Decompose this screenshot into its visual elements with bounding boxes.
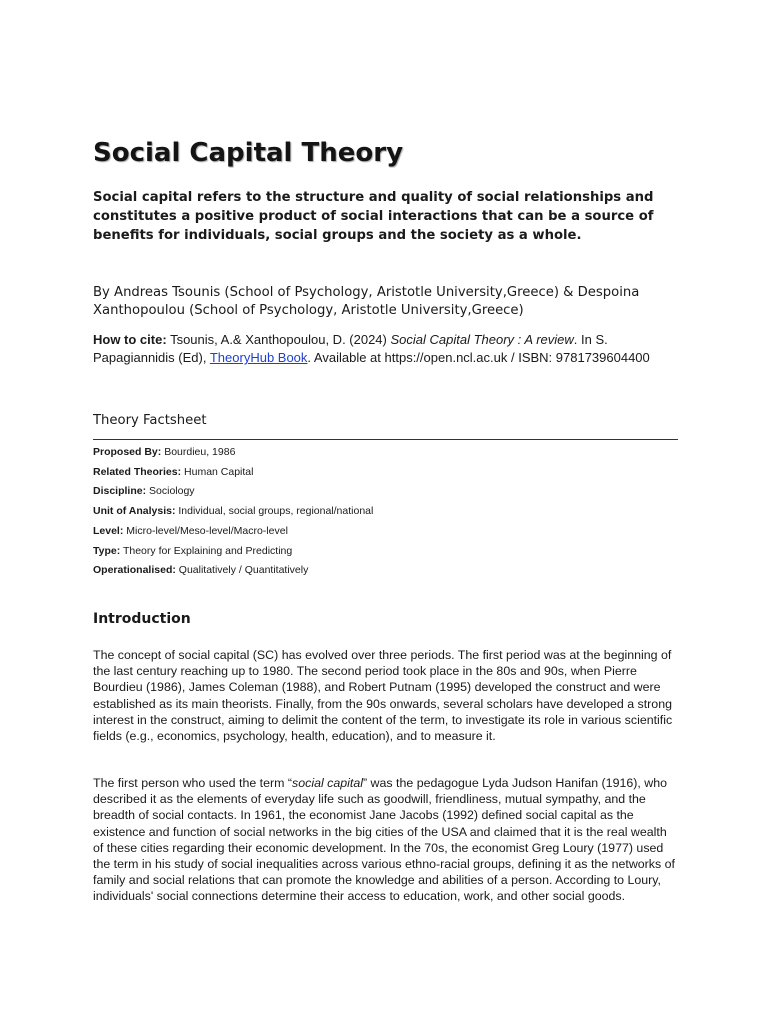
fact-value: Bourdieu, 1986 [164, 446, 236, 458]
citation-work: Social Capital Theory : A review [390, 332, 574, 347]
page-title: Social Capital Theory [93, 138, 404, 168]
citation-in: . In S. Papagiannidis (Ed), [93, 332, 608, 365]
fact-value: Individual, social groups, regional/national [178, 505, 374, 518]
factsheet-list [93, 443, 679, 581]
p2-emphasis: social capital [292, 776, 363, 790]
theoryhub-book-link[interactable]: TheoryHub Book [209, 350, 308, 365]
fact-label: Related Theories: [93, 465, 182, 478]
fact-proposed-by [93, 443, 679, 463]
introduction-paragraph-2 [93, 775, 679, 905]
fact-discipline [93, 482, 679, 502]
fact-level [93, 522, 679, 542]
fact-related-theories [93, 463, 679, 483]
fact-unit-of-analysis [93, 502, 679, 522]
fact-label: Type: [93, 544, 121, 557]
fact-type [93, 542, 679, 562]
introduction-paragraph-1: The concept of social capital (SC) has evolved over three periods. The first period was at the beginning of the last century reaching up to 1980. The second period took place in the 80s and 90s, when Pierre Bourdieu (1986), James Coleman (1988), and Robert Putnam (1995) developed the construct and were established as its main theorists. Finally, from the 90s onwards, several scholars have developed a strong interest in the construct, aiming to delimit the content of the term, to investigate its role in various scientific fields (e.g., economics, psychology, health, education), and to measure it. [93, 648, 673, 744]
fact-label: Operationalised: [93, 564, 176, 577]
fact-value: Micro-level/Meso-level/Macro-level [126, 524, 288, 537]
authors-line: By Andreas Tsounis (School of Psychology, Aristotle University,Greece) & Despoina Xanthopoulou (School of Psychology, Aristotle University,Greece) [93, 285, 640, 318]
fact-operationalised [93, 561, 679, 581]
factsheet-heading: Theory Factsheet [93, 413, 207, 428]
citation-rest: . Available at https://open.ncl.ac.uk / ISBN: 9781739604400 [307, 350, 650, 365]
fact-value: Theory for Explaining and Predicting [122, 544, 293, 557]
fact-value: Sociology [149, 485, 195, 498]
document-page [93, 0, 679, 1024]
factsheet-divider [93, 439, 678, 440]
fact-label: Discipline: [93, 485, 147, 498]
citation [93, 331, 679, 367]
introduction-heading: Introduction [93, 611, 191, 627]
fact-label: Proposed By: [93, 446, 162, 458]
fact-label: Level: [93, 524, 124, 537]
p2-text-after: ” was the pedagogue Lyda Judson Hanifan (1916), who described it as the elements of everyday life such as goodwill, friendliness, mutual sympathy, and the breadth of social contacts. In 1961, the economist Jane Jacobs (1992) defined social capital as the existence and function of social networks in the big cities of the USA and claimed that it is the real wealth of these cities regarding their economic development. In the 70s, the economist Greg Loury (1977) used the term in his study of social inequalities across various ethno-racial groups, defining it as the networks of family and social relations that can promote the knowledge and abilities of a person. According to Loury, individuals' social connections determine their access to education, work, and other social goods. [93, 776, 675, 904]
summary-paragraph: Social capital refers to the structure and quality of social relationships and constitutes a positive product of social interactions that can be a source of benefits for individuals, social groups and the society as a whole. [93, 190, 654, 243]
citation-authors: Tsounis, A.& Xanthopoulou, D. (2024) [170, 332, 387, 347]
p2-text-before: The first person who used the term “ [93, 776, 293, 790]
fact-value: Human Capital [184, 465, 254, 478]
fact-value: Qualitatively / Quantitatively [178, 564, 309, 577]
citation-label: How to cite: [93, 332, 167, 347]
fact-label: Unit of Analysis: [93, 505, 176, 518]
